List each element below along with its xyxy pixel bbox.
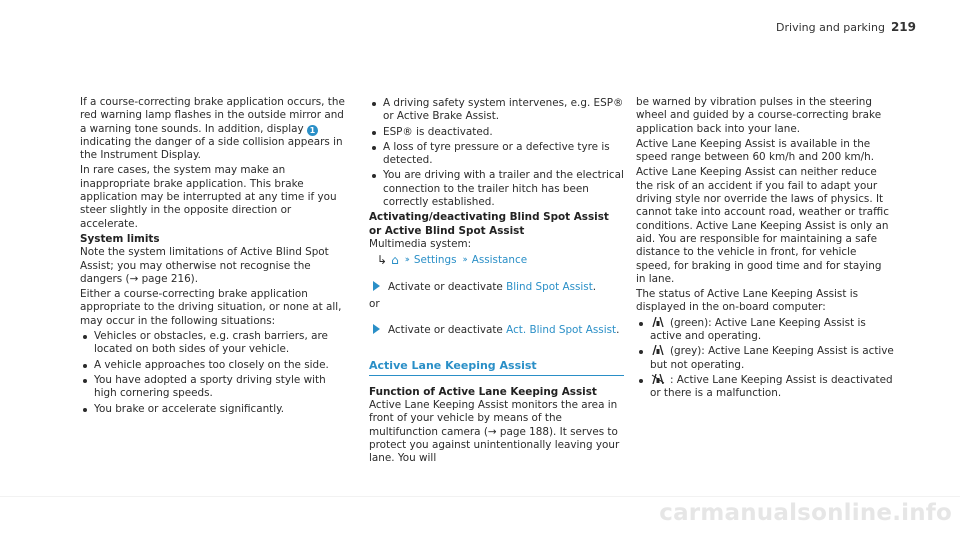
footer-divider	[0, 496, 960, 497]
return-arrow-icon: ↳	[377, 253, 388, 268]
paragraph: Active Lane Keeping Assist monitors the area in front of your vehicle by means of the multifunction camera (→ page 188). It serves to protect you against unintentionally leaving your lane. You will	[369, 399, 620, 465]
page-header	[776, 20, 916, 34]
list-item: (grey): Active Lane Keeping Assist is active but not operating.	[636, 345, 894, 372]
sub-heading-function: Function of Active Lane Keeping Assist	[369, 385, 597, 398]
instruction-step: Activate or deactivate Blind Spot Assist.	[373, 280, 624, 294]
list-item: Vehicles or obstacles, e.g. crash barriers, are located on both sides of your vehicle.	[80, 330, 350, 357]
list-item: A driving safety system intervenes, e.g. ESP® or Active Brake Assist.	[369, 97, 624, 124]
step-arrow-icon	[373, 324, 380, 334]
option-act-blind-spot-assist: Act. Blind Spot Assist	[506, 324, 617, 337]
lane-keeping-off-icon	[650, 374, 666, 384]
page-number: 219	[890, 20, 916, 34]
lane-keeping-icon	[650, 317, 666, 327]
home-icon: ⌂	[391, 253, 399, 268]
column-3	[636, 96, 894, 403]
list-item: A loss of tyre pressure or a defective tyre is detected.	[369, 141, 624, 168]
paragraph: In rare cases, the system may make an inappropriate brake application. This brake application may be interrupted at any time if you steer slightly in the opposite direction or accelerate.	[80, 164, 337, 230]
column-2	[369, 96, 624, 468]
lane-keeping-icon	[650, 345, 666, 355]
list-item: : Active Lane Keeping Assist is deactivated or there is a malfunction.	[636, 374, 894, 401]
multimedia-label: Multimedia system:	[369, 237, 472, 250]
menu-settings: Settings	[413, 254, 457, 267]
bullet-list	[369, 97, 624, 209]
paragraph: Note the system limitations of Active Blind Spot Assist; you may otherwise not recognise the dangers (→ page 216).	[80, 246, 329, 285]
list-item: A vehicle approaches too closely on the side.	[80, 359, 350, 372]
paragraph: be warned by vibration pulses in the steering wheel and guided by a course-correcting brake application back into your lane.	[636, 96, 882, 135]
chevron-right-icon: ››	[404, 255, 408, 266]
section-title-lane-keeping: Active Lane Keeping Assist	[369, 359, 624, 375]
menu-assistance: Assistance	[471, 254, 528, 267]
paragraph: Active Lane Keeping Assist is available in the speed range between 60 km/h and 200 km/h.	[636, 137, 875, 164]
list-item: ESP® is deactivated.	[369, 126, 624, 139]
paragraph: If a course-correcting brake application occurs, the red warning lamp flashes in the outside mirror and a warning tone sounds. In addition, display 1indicating the danger of a side collision appears in the Instrument Display.	[80, 96, 345, 162]
paragraph: Active Lane Keeping Assist can neither reduce the risk of an accident if you fail to adapt your driving style nor override the laws of physics. It cannot take into account road, weather or traffic conditions. Active Lane Keeping Assist is only an aid. You are responsible for maintaining a safe distance to the vehicle in front, for vehicle speed, for braking in good time and for staying in lane.	[636, 166, 889, 285]
bullet-list	[636, 317, 894, 401]
display-marker-badge: 1	[307, 125, 318, 136]
paragraph: Either a course-correcting brake application appropriate to the driving situation, or none at all, may occur in the following situations:	[80, 288, 342, 327]
instruction-step: Activate or deactivate Act. Blind Spot Assist.	[373, 323, 624, 337]
paragraph: The status of Active Lane Keeping Assist is displayed in the on-board computer:	[636, 288, 859, 314]
section-heading-system-limits: System limits	[80, 232, 160, 245]
or-label: or	[369, 297, 380, 310]
section-heading-activating: Activating/deactivating Blind Spot Assist or Active Blind Spot Assist	[369, 211, 609, 237]
list-item: (green): Active Lane Keeping Assist is active and operating.	[636, 317, 894, 344]
header-title: Driving and parking	[776, 21, 885, 34]
bullet-list	[80, 330, 350, 416]
list-item: You brake or accelerate significantly.	[80, 403, 350, 416]
menu-path	[377, 254, 624, 267]
list-item: You have adopted a sporty driving style with high cornering speeds.	[80, 374, 350, 401]
chevron-right-icon: ››	[462, 255, 466, 266]
option-blind-spot-assist: Blind Spot Assist	[506, 280, 593, 293]
watermark: carmanualsonline.info	[659, 500, 952, 526]
list-item: You are driving with a trailer and the electrical connection to the trailer hitch has been correctly established.	[369, 169, 624, 209]
step-arrow-icon	[373, 281, 380, 291]
column-1	[80, 96, 350, 418]
